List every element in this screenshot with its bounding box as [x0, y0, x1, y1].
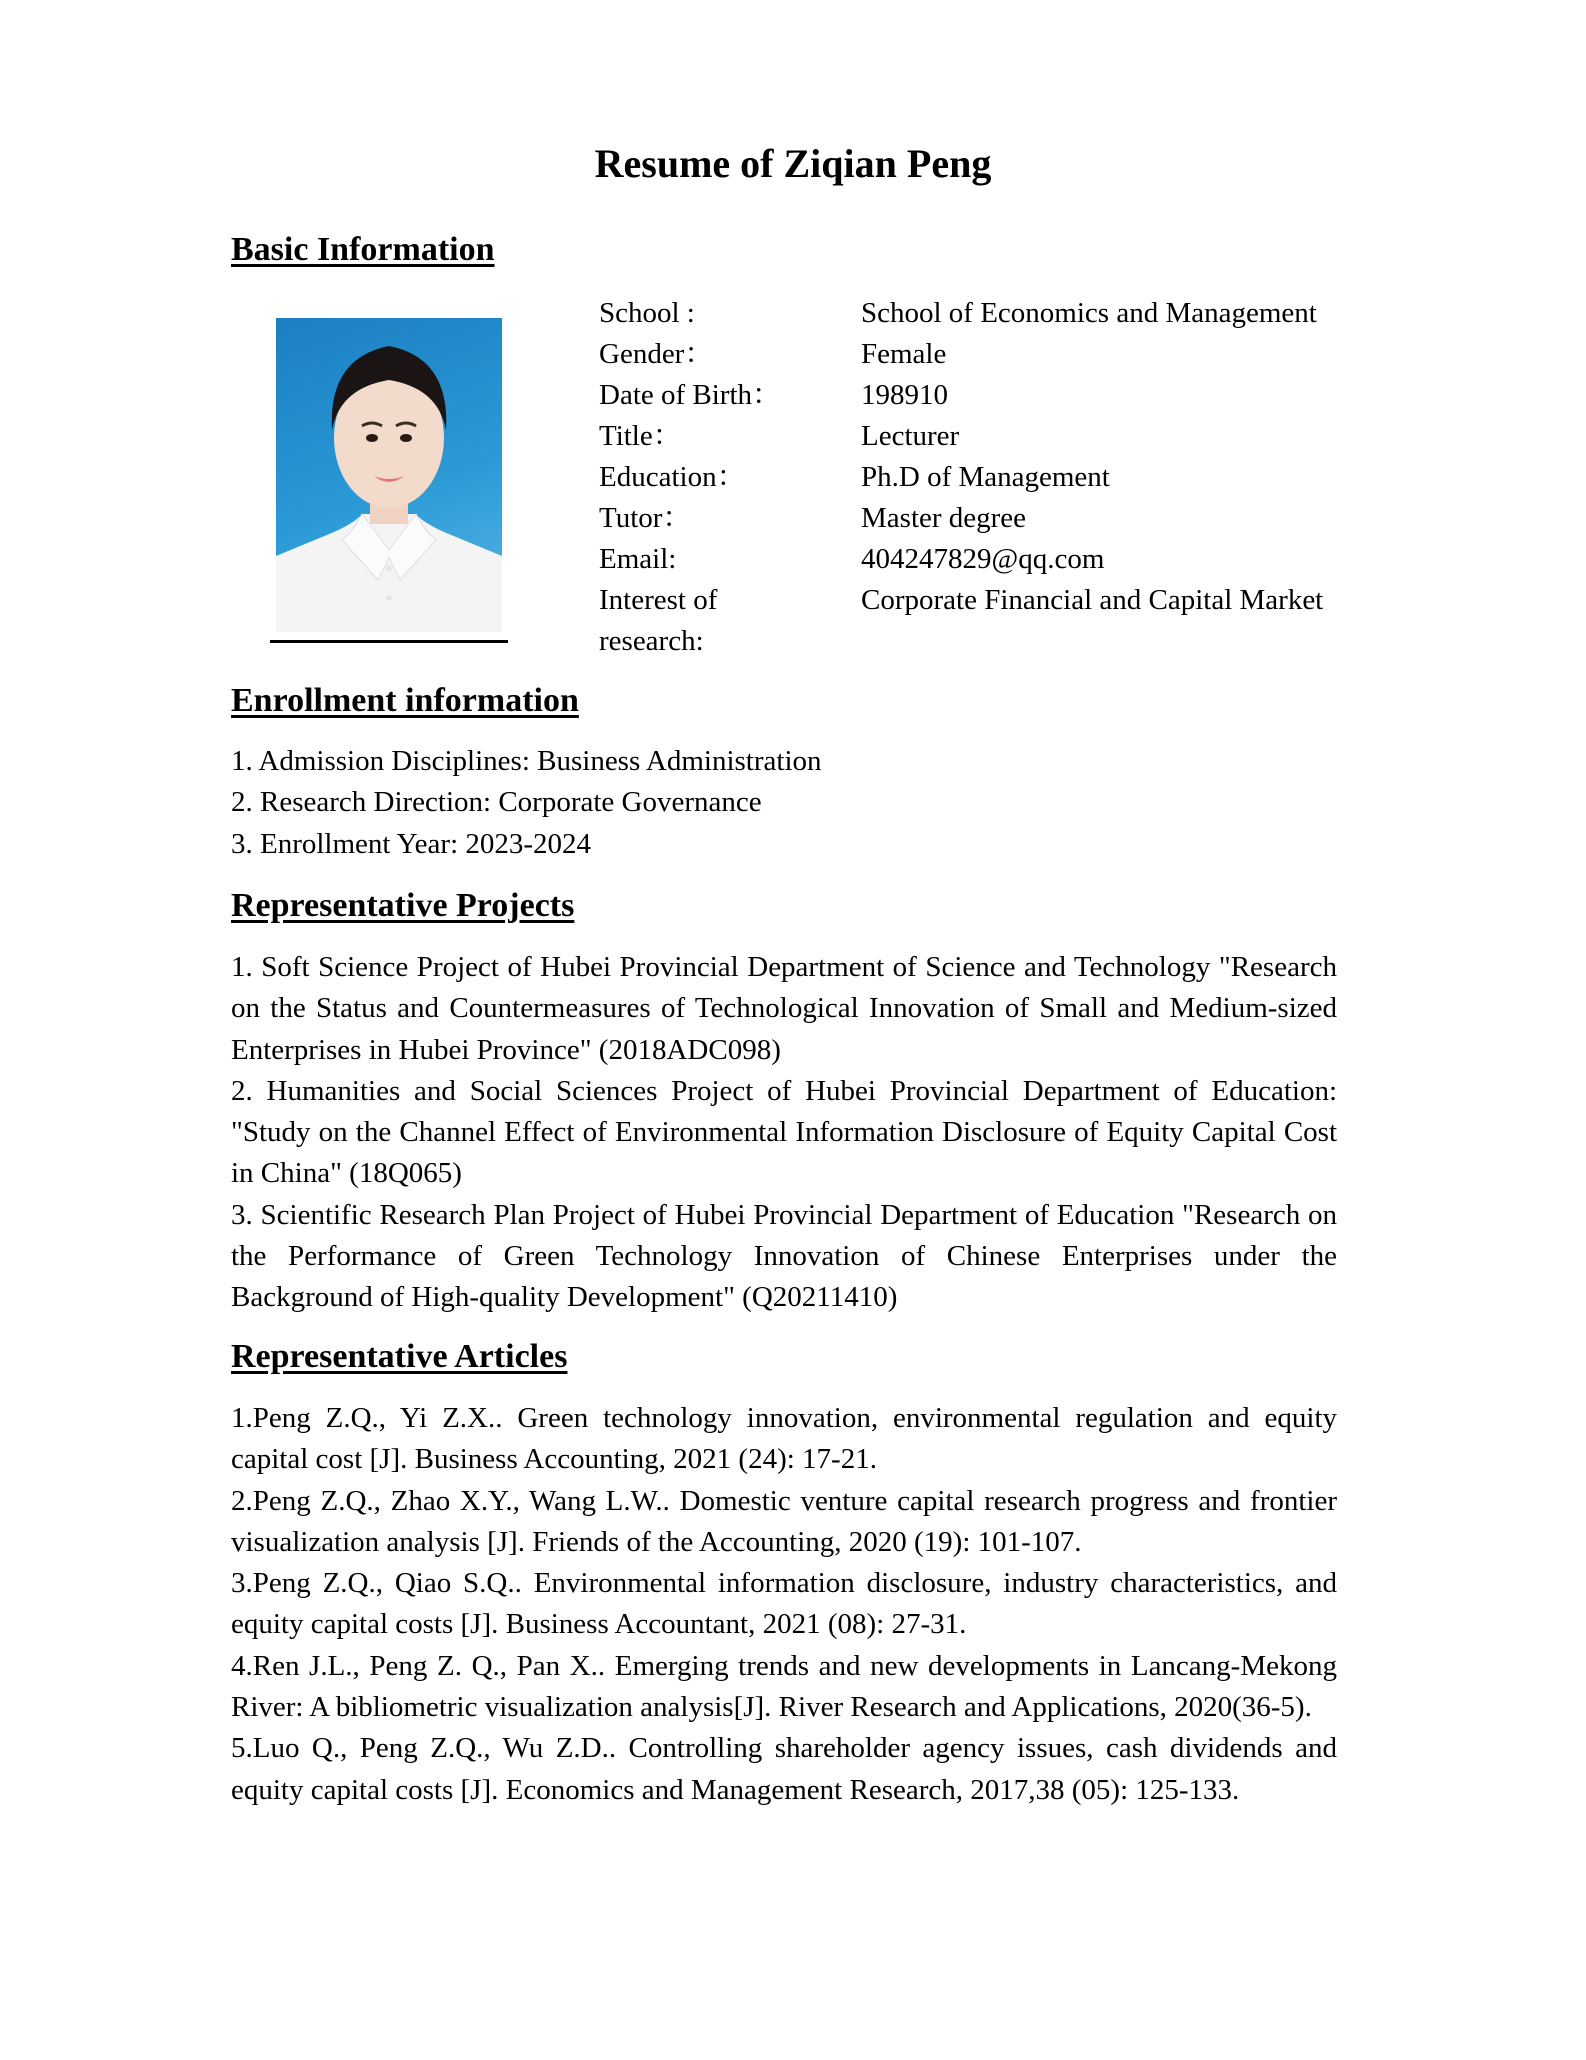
info-row-email: [599, 539, 1399, 580]
basic-info-table: [599, 293, 1399, 662]
info-label: Email:: [599, 543, 677, 575]
info-row-school: [599, 293, 1399, 334]
list-item: 3. Enrollment Year: 2023-2024: [231, 827, 592, 860]
enrollment-list: [231, 741, 1337, 865]
list-item: 3.Peng Z.Q., Qiao S.Q.. Environmental information disclosure, industry characteristics, and equity capital costs [J]. Business Accountant, 2021 (08): 27-31.: [231, 1567, 1337, 1641]
info-label: Tutor：: [599, 502, 692, 534]
basic-information-heading: Basic Information: [231, 231, 495, 268]
info-label: Gender：: [599, 338, 714, 370]
info-label: School :: [599, 297, 695, 329]
list-item: 2. Humanities and Social Sciences Project of Hubei Provincial Department of Education: "Study on the Channel Effect of Environmental Information Disclosure of Equity Capital Cost in China" (18Q065): [231, 1074, 1337, 1190]
list-item: 1.Peng Z.Q., Yi Z.X.. Green technology innovation, environmental regulation and equity capital cost [J]. Business Accounting, 2021 (24): 17-21.: [231, 1402, 1337, 1476]
list-item: 2. Research Direction: Corporate Governance: [231, 786, 762, 819]
portrait-illustration-icon: [276, 318, 502, 632]
email-link[interactable]: 404247829@qq.com: [861, 543, 1105, 575]
photo-divider: [270, 640, 508, 643]
info-value: 198910: [861, 379, 948, 411]
info-row-title: [599, 416, 1399, 457]
list-item: 4.Ren J.L., Peng Z. Q., Pan X.. Emerging trends and new developments in Lancang-Mekong River: A bibliometric visualization analysis[J]. River Research and Applications, 2020(36-5).: [231, 1649, 1337, 1724]
info-label: Title：: [599, 420, 682, 452]
info-row-education: [599, 457, 1399, 498]
list-item: 1. Admission Disciplines: Business Administration: [231, 745, 822, 777]
list-item: 2.Peng Z.Q., Zhao X.Y., Wang L.W.. Domestic venture capital research progress and frontier visualization analysis [J]. Friends of the Accounting, 2020 (19): 101-107.: [231, 1484, 1337, 1558]
info-value: School of Economics and Management: [861, 297, 1317, 329]
articles-heading: Representative Articles: [231, 1338, 568, 1375]
info-value: Corporate Financial and Capital Market: [861, 584, 1324, 616]
info-row-date-of-birth: [599, 375, 1399, 416]
portrait-photo: [276, 318, 502, 632]
enrollment-heading: Enrollment information: [231, 682, 579, 719]
info-row-gender: [599, 334, 1399, 375]
articles-list: [231, 1398, 1337, 1811]
info-value: Ph.D of Management: [861, 461, 1110, 493]
list-item: 5.Luo Q., Peng Z.Q., Wu Z.D.. Controlling shareholder agency issues, cash dividends and equity capital costs [J]. Economics and Management Research, 2017,38 (05): 125-133.: [231, 1732, 1337, 1806]
info-value: Lecturer: [861, 420, 960, 452]
info-value: Master degree: [861, 502, 1027, 534]
projects-heading: Representative Projects: [231, 887, 575, 924]
info-row-tutor: [599, 498, 1399, 539]
page-title: Resume of Ziqian Peng: [594, 141, 992, 186]
info-label: Interest of research:: [599, 584, 718, 657]
list-item: 3. Scientific Research Plan Project of Hubei Provincial Department of Education "Research on the Performance of Green Technology Innovation of Chinese Enterprises under the Background of High-quality Development" (Q20211410): [231, 1198, 1337, 1314]
projects-list: [231, 947, 1337, 1319]
info-row-research-interest: [599, 580, 1399, 662]
list-item: 1. Soft Science Project of Hubei Provincial Department of Science and Technology "Research on the Status and Countermeasures of Technological Innovation of Small and Medium-sized Enterprises in Hubei Province" (2018ADC098): [231, 951, 1337, 1066]
info-label: Date of Birth：: [599, 379, 782, 411]
info-label: Education：: [599, 461, 746, 493]
info-value: Female: [861, 338, 947, 370]
